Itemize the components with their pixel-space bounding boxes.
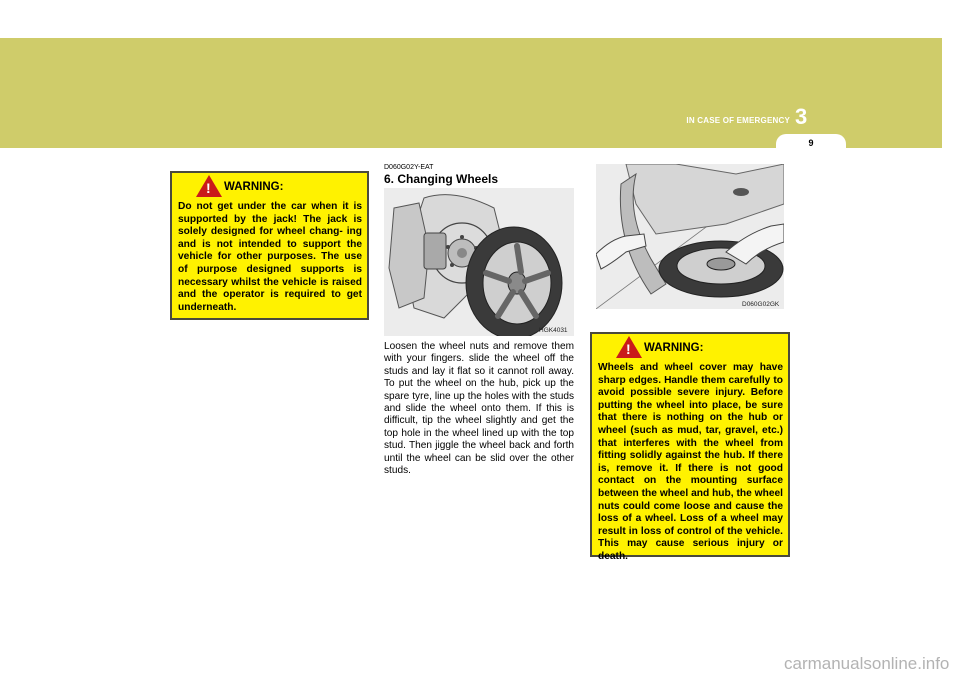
warning-title: WARNING: (224, 181, 284, 193)
warning-text: Do not get under the car when it is supported by the jack! The jack is solely designed for wheel chang- ing and is not intended to support the vehicle for other purposes. The use of purpose designed supports is necessary whilst the vehicle is raised and the operator is required to get underneath. (178, 201, 362, 313)
section-heading: 6. Changing Wheels (384, 172, 499, 186)
wheel-hub-illustration (384, 188, 574, 336)
warning-header (178, 179, 362, 201)
chapter-number: 3 (795, 104, 808, 129)
spare-wheel-drawing (596, 164, 784, 309)
top-margin (0, 0, 960, 38)
warning-box-jack (170, 171, 369, 320)
header-band (0, 38, 942, 148)
section-title: IN CASE OF EMERGENCY (686, 116, 790, 125)
warning-triangle-icon: ! (196, 175, 222, 197)
document-code: D060G02Y-EAT (384, 164, 434, 171)
instructions-paragraph: Loosen the wheel nuts and remove them with your fingers. slide the wheel off the studs and lay it flat so it cannot roll away. To put the wheel on the hub, pick up the spare tyre, line up the holes with the studs and slide the wheel onto them. If this is difficult, tip the wheel slightly and get the top hole in the wheel lined up with the top stud. Then jiggle the wheel back and forth until the wheel can be slid over the other studs. (384, 341, 574, 477)
spare-wheel-illustration (596, 164, 784, 309)
watermark: carmanualsonline.info (784, 654, 950, 673)
page-number: 9 (808, 138, 814, 148)
warning-title: WARNING: (644, 342, 704, 354)
figure-code: HGK4031 (539, 327, 568, 334)
wheel-hub-drawing (384, 188, 574, 336)
figure-code: D060G02GK (742, 301, 780, 308)
warning-box-wheel-edges (590, 332, 790, 562)
warning-text: Wheels and wheel cover may have sharp edges. Handle them carefully to avoid possible severe injury. Before putting the wheel into place, be sure that there is nothing on the hub or wheel (such as mud, tar, gravel, etc.) that interferes with the wheel from fitting solidly against the hub. If there is, remove it. If there is not good contact on the mounting surface between the wheel and hub, the wheel nuts could come loose and cause the loss of a wheel. Loss of a wheel may result in loss of control of the vehicle. This may cause serious injury or death. (598, 362, 783, 562)
warning-triangle-icon: ! (616, 336, 642, 358)
warning-header (598, 340, 783, 362)
